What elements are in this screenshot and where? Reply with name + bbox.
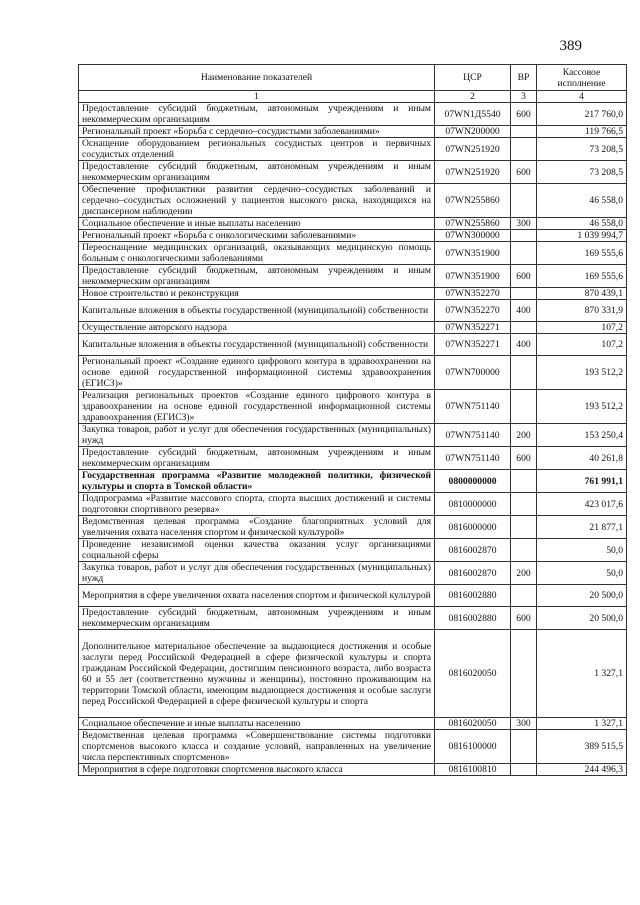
row-csr: 07WN352270 xyxy=(435,288,511,300)
row-name: Капитальные вложения в объекты государственной (муниципальной) собственности xyxy=(79,334,435,356)
column-number: 1 xyxy=(79,91,435,103)
column-number: 2 xyxy=(435,91,511,103)
table-row xyxy=(79,718,627,730)
row-csr: 0816020050 xyxy=(435,718,511,730)
row-sum: 107,2 xyxy=(537,334,627,356)
row-name: Обеспечение профилактики развития сердечно–сосудистых заболеваний и сердечно–сосудистых осложнений у пациентов высокого риска, находящихся на диспансерном наблюдении xyxy=(79,184,435,218)
row-name: Предоставление субсидий бюджетным, автономным учреждениям и иным некоммерческим организациям xyxy=(79,265,435,288)
row-vr xyxy=(511,493,537,516)
table-row xyxy=(79,334,627,356)
row-vr: 600 xyxy=(511,103,537,126)
row-name: Социальное обеспечение и иные выплаты населению xyxy=(79,218,435,230)
table-body xyxy=(79,103,627,776)
table-row xyxy=(79,585,627,607)
row-sum: 217 760,0 xyxy=(537,103,627,126)
row-vr xyxy=(511,390,537,424)
row-csr: 0816002880 xyxy=(435,585,511,607)
row-vr: 600 xyxy=(511,161,537,184)
row-vr xyxy=(511,288,537,300)
row-name: Оснащение оборудованием региональных сосудистых центров и первичных сосудистых отделений xyxy=(79,138,435,161)
table-row xyxy=(79,138,627,161)
row-vr xyxy=(511,242,537,265)
table-row xyxy=(79,539,627,562)
header-csr: ЦСР xyxy=(435,65,511,91)
header-sum: Кассовое исполнение xyxy=(537,65,627,91)
row-name: Капитальные вложения в объекты государственной (муниципальной) собственности xyxy=(79,300,435,322)
row-csr: 07WN352271 xyxy=(435,334,511,356)
row-vr xyxy=(511,730,537,764)
row-name: Региональный проект «Создание единого цифрового контура в здравоохранении на основе единой государственной информационной системы здравоохранения (ЕГИСЗ)» xyxy=(79,356,435,390)
row-name: Предоставление субсидий бюджетным, автономным учреждениям и иным некоммерческим организациям xyxy=(79,447,435,470)
row-sum: 20 500,0 xyxy=(537,585,627,607)
column-number: 4 xyxy=(537,91,627,103)
row-csr: 0800000000 xyxy=(435,470,511,493)
row-vr xyxy=(511,630,537,718)
row-sum: 21 877,1 xyxy=(537,516,627,539)
row-csr: 07WN751140 xyxy=(435,390,511,424)
row-sum: 761 991,1 xyxy=(537,470,627,493)
row-csr: 0816000000 xyxy=(435,516,511,539)
row-vr: 400 xyxy=(511,334,537,356)
row-csr: 0810000000 xyxy=(435,493,511,516)
row-vr: 600 xyxy=(511,447,537,470)
table-row xyxy=(79,730,627,764)
table-row xyxy=(79,126,627,138)
row-csr: 07WN352271 xyxy=(435,322,511,334)
table-row xyxy=(79,265,627,288)
row-sum: 1 327,1 xyxy=(537,718,627,730)
row-sum: 244 496,3 xyxy=(537,764,627,776)
row-csr: 07WN751140 xyxy=(435,424,511,447)
table-row xyxy=(79,764,627,776)
table-row xyxy=(79,470,627,493)
row-vr xyxy=(511,322,537,334)
row-vr: 400 xyxy=(511,300,537,322)
row-vr xyxy=(511,138,537,161)
row-sum: 423 017,6 xyxy=(537,493,627,516)
row-vr xyxy=(511,470,537,493)
row-name: Региональный проект «Борьба с онкологическими заболеваниями» xyxy=(79,230,435,242)
row-csr: 07WN351900 xyxy=(435,265,511,288)
row-name: Мероприятия в сфере подготовки спортсменов высокого класса xyxy=(79,764,435,776)
row-csr: 07WN251920 xyxy=(435,161,511,184)
row-vr: 600 xyxy=(511,265,537,288)
row-csr: 07WN351900 xyxy=(435,242,511,265)
page-number: 389 xyxy=(559,38,582,54)
row-name: Подпрограмма «Развитие массового спорта, спорта высших достижений и системы подготовки спортивного резерва» xyxy=(79,493,435,516)
column-number: 3 xyxy=(511,91,537,103)
table-row xyxy=(79,447,627,470)
row-sum: 73 208,5 xyxy=(537,161,627,184)
table-row xyxy=(79,218,627,230)
row-sum: 1 039 994,7 xyxy=(537,230,627,242)
table-row xyxy=(79,630,627,718)
row-csr: 0816002870 xyxy=(435,562,511,585)
row-name: Новое строительство и реконструкция xyxy=(79,288,435,300)
table-row xyxy=(79,562,627,585)
row-csr: 0816020050 xyxy=(435,630,511,718)
row-csr: 0816002880 xyxy=(435,607,511,630)
row-name: Предоставление субсидий бюджетным, автономным учреждениям и иным некоммерческим организациям xyxy=(79,103,435,126)
row-csr: 07WN255860 xyxy=(435,184,511,218)
table-row xyxy=(79,607,627,630)
table-row xyxy=(79,288,627,300)
row-name: Предоставление субсидий бюджетным, автономным учреждениям и иным некоммерческим организациям xyxy=(79,607,435,630)
row-name: Дополнительное материальное обеспечение за выдающиеся достижения и особые заслуги перед Российской Федерацией в сфере физической культуры и спорта гражданам Российской Федерации, достигшим пенсионного возраста, либо возраста 60 и 55 лет (соответственно мужчины и женщины), постоянно проживающим на территории Томской области, имеющим выдающиеся достижения и особые заслуги перед Российской Федерацией в сфере физической культуры и спорта xyxy=(79,630,435,718)
row-vr xyxy=(511,356,537,390)
row-name: Закупка товаров, работ и услуг для обеспечения государственных (муниципальных) нужд xyxy=(79,562,435,585)
row-vr: 200 xyxy=(511,424,537,447)
row-name: Проведение независимой оценки качества оказания услуг организациями социальной сферы xyxy=(79,539,435,562)
row-csr: 0816100810 xyxy=(435,764,511,776)
row-csr: 0816002870 xyxy=(435,539,511,562)
row-sum: 46 558,0 xyxy=(537,184,627,218)
row-name: Закупка товаров, работ и услуг для обеспечения государственных (муниципальных) нужд xyxy=(79,424,435,447)
row-vr: 200 xyxy=(511,562,537,585)
row-sum: 169 555,6 xyxy=(537,242,627,265)
table-row xyxy=(79,424,627,447)
row-sum: 1 327,1 xyxy=(537,630,627,718)
header-name: Наименование показателей xyxy=(79,65,435,91)
table-row xyxy=(79,184,627,218)
row-csr: 07WN751140 xyxy=(435,447,511,470)
row-name: Ведомственная целевая программа «Совершенствование системы подготовки спортсменов высокого класса и создание условий, направленных на увеличение числа перспективных спортсменов» xyxy=(79,730,435,764)
table-row xyxy=(79,103,627,126)
row-vr xyxy=(511,585,537,607)
table-row xyxy=(79,390,627,424)
table-row xyxy=(79,516,627,539)
row-vr xyxy=(511,539,537,562)
row-sum: 73 208,5 xyxy=(537,138,627,161)
row-sum: 389 515,5 xyxy=(537,730,627,764)
table-row xyxy=(79,300,627,322)
row-csr: 07WN1Д5540 xyxy=(435,103,511,126)
row-csr: 07WN200000 xyxy=(435,126,511,138)
row-name: Социальное обеспечение и иные выплаты населению xyxy=(79,718,435,730)
table-row xyxy=(79,161,627,184)
row-csr: 0816100000 xyxy=(435,730,511,764)
row-vr xyxy=(511,230,537,242)
row-sum: 50,0 xyxy=(537,562,627,585)
row-vr xyxy=(511,516,537,539)
row-sum: 40 261,8 xyxy=(537,447,627,470)
row-sum: 20 500,0 xyxy=(537,607,627,630)
row-csr: 07WN300000 xyxy=(435,230,511,242)
row-name: Региональный проект «Борьба с сердечно–сосудистыми заболеваниями» xyxy=(79,126,435,138)
row-csr: 07WN255860 xyxy=(435,218,511,230)
row-sum: 50,0 xyxy=(537,539,627,562)
table-row xyxy=(79,493,627,516)
row-sum: 870 439,1 xyxy=(537,288,627,300)
row-vr: 600 xyxy=(511,607,537,630)
table-row xyxy=(79,356,627,390)
row-name: Осуществление авторского надзора xyxy=(79,322,435,334)
table-row xyxy=(79,242,627,265)
table-row xyxy=(79,230,627,242)
row-csr: 07WN700000 xyxy=(435,356,511,390)
row-sum: 193 512,2 xyxy=(537,356,627,390)
row-sum: 46 558,0 xyxy=(537,218,627,230)
row-vr: 300 xyxy=(511,718,537,730)
row-csr: 07WN352270 xyxy=(435,300,511,322)
row-csr: 07WN251920 xyxy=(435,138,511,161)
budget-execution-table xyxy=(78,64,627,776)
row-name: Переоснащение медицинских организаций, оказывающих медицинскую помощь больным с онкологическими заболеваниями xyxy=(79,242,435,265)
header-vr: ВР xyxy=(511,65,537,91)
row-vr xyxy=(511,184,537,218)
row-vr xyxy=(511,764,537,776)
row-vr: 300 xyxy=(511,218,537,230)
row-sum: 107,2 xyxy=(537,322,627,334)
row-sum: 119 766,5 xyxy=(537,126,627,138)
row-vr xyxy=(511,126,537,138)
row-sum: 153 250,4 xyxy=(537,424,627,447)
row-sum: 870 331,9 xyxy=(537,300,627,322)
row-sum: 193 512,2 xyxy=(537,390,627,424)
row-sum: 169 555,6 xyxy=(537,265,627,288)
row-name: Предоставление субсидий бюджетным, автономным учреждениям и иным некоммерческим организациям xyxy=(79,161,435,184)
table-row xyxy=(79,322,627,334)
row-name: Мероприятия в сфере увеличения охвата населения спортом и физической культурой xyxy=(79,585,435,607)
row-name: Реализация региональных проектов «Создание единого цифрового контура в здравоохранении на основе единой государственной информационной системы здравоохранения (ЕГИСЗ)» xyxy=(79,390,435,424)
row-name: Государственная программа «Развитие молодежной политики, физической культуры и спорта в Томской области» xyxy=(79,470,435,493)
row-name: Ведомственная целевая программа «Создание благоприятных условий для увеличения охвата населения спортом и физической культурой» xyxy=(79,516,435,539)
